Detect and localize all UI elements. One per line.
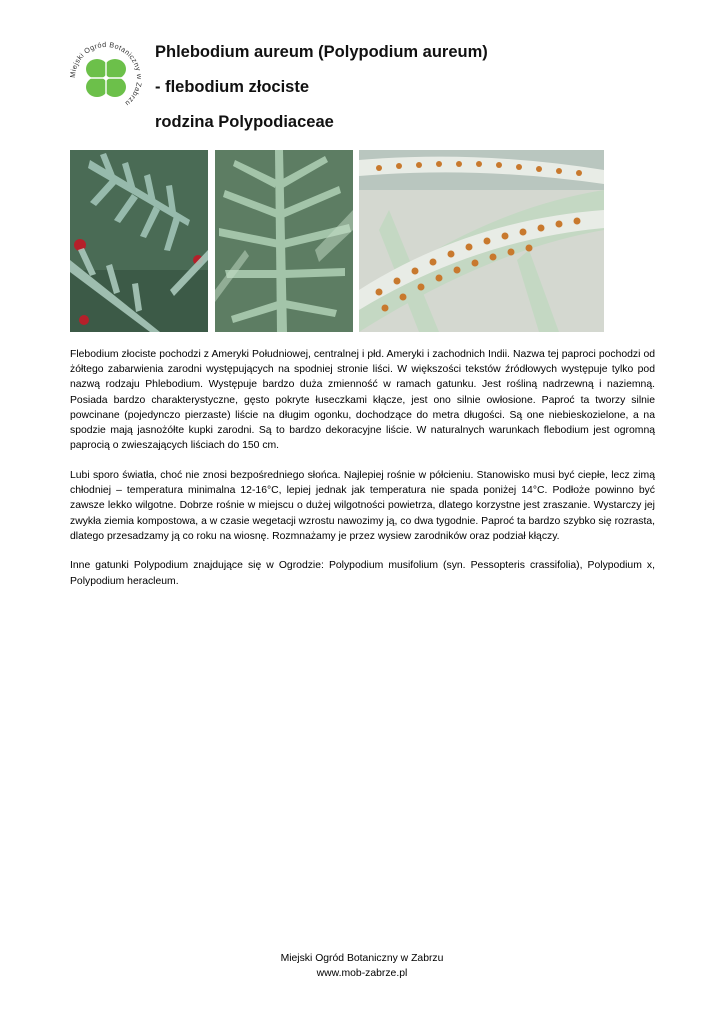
footer-institution: Miejski Ogród Botaniczny w Zabrzu: [280, 953, 444, 964]
description-text: [70, 347, 655, 603]
fern-sori-closeup-photo: [359, 150, 604, 332]
footer-url: www.mob-zabrze.pl: [316, 968, 408, 979]
fern-fronds-photo: [70, 150, 208, 332]
paragraph-other-species: Inne gatunki Polypodium znajdujące się w Ogrodzie: Polypodium musifolium (syn. Pessopteris crassifolia), Polypodium x, Polypodium heracleum.: [70, 560, 655, 587]
common-name: - flebodium złociste: [155, 78, 310, 96]
four-leaf-clover-icon: [64, 36, 148, 120]
paragraph-care: Lubi sporo światła, choć nie znosi bezpośredniego słońca. Najlepiej rośnie w półcieniu. Stanowisko musi być ciepłe, lecz zimą chłodniej – temperatura minimalna 12-16°C, lepiej jednak jak temperatura nie spada poniżej 14°C. Podłoże powinno być zawsze lekko wilgotne. Dobrze rośnie w miejscu o dużej wilgotności powietrza, dlatego korzystne jest zraszanie. Wystarczy jej zwykła ziemia kompostowa, a w czasie wegetacji wzrostu nawozimy ją, co dwa tygodnie. Paproć ta bardzo szybko się rozrasta, dlatego przesadzamy ją co roku na wiosnę. Rozmnażamy je przez wysiew zarodników oraz podział kłączy.: [70, 469, 656, 542]
page-footer: [0, 951, 724, 981]
fern-leaves-photo: [215, 150, 353, 332]
page-title: Phlebodium aureum (Polypodium aureum): [155, 43, 488, 61]
family-name: rodzina Polypodiaceae: [155, 113, 334, 131]
page-title-block: [155, 44, 488, 149]
paragraph-origin: Flebodium złociste pochodzi z Ameryki Południowej, centralnej i płd. Ameryki i zachodnich Indii. Nazwa tej paproci pochodzi od żółtego zabarwienia zarodni występujących na spodniej stronie liści. W większości tekstów źródłowych występuje tylko pod nazwą rodzaju Phlebodium. Występuje bardzo duża zmienność w ramach gatunku. Jest rośliną nadrzewną i naziemną. Posiada bardzo charakterystyczne, gęsto pokryte łuseczkami kłącze, jest ono silnie owłosione. Paproć ta tworzy silnie powcinane (pojedynczo pierzaste) liście na długim ogonku, dochodzące do metra długości. Są one niebieskozielone, a na spodzie mają jasnożółte kupki zarodni. Są to bardzo dekoracyjne liście. W naturalnych warunkach flebodium jest ogromną paprocią o zwieszających liściach do 150 cm.: [70, 349, 655, 452]
photo-strip: [70, 150, 604, 332]
logo-ring-text: Miejski Ogród Botaniczny w Zabrzu: [67, 39, 145, 109]
garden-logo: [64, 36, 148, 120]
